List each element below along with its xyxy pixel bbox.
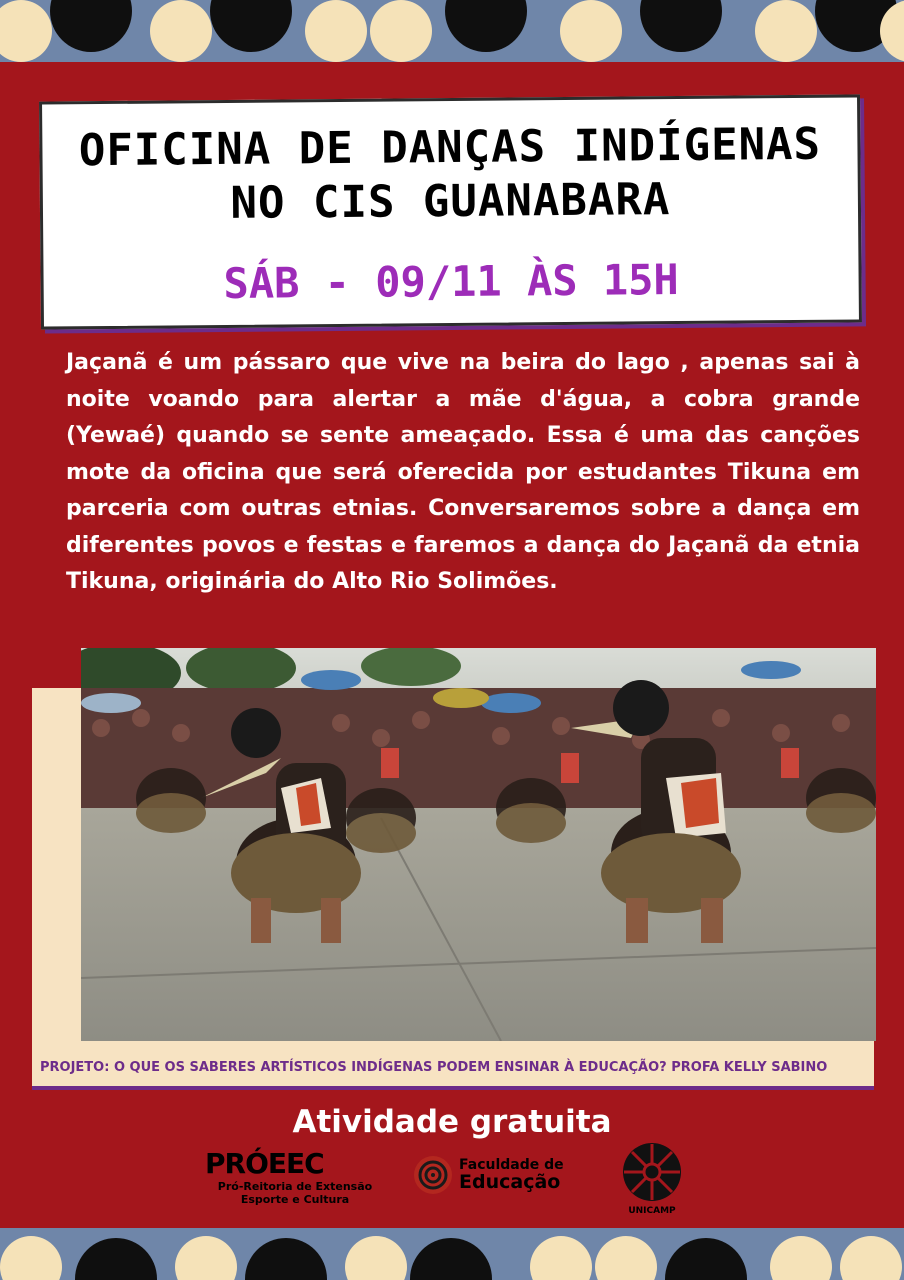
decor-dot [370, 0, 432, 62]
decor-dot [245, 1238, 327, 1280]
decor-dot [0, 0, 52, 62]
decor-dot [755, 0, 817, 62]
decor-dot [150, 0, 212, 62]
proeec-subtitle-line2: Esporte e Cultura [240, 1193, 350, 1206]
title-box [39, 94, 862, 329]
decor-dot [560, 0, 622, 62]
faculdade-educacao-logo [413, 1155, 583, 1200]
fe-line2: Educação [459, 1171, 561, 1193]
decor-dot [305, 0, 367, 62]
event-title-line1: OFICINA DE DANÇAS INDÍGENAS [78, 118, 822, 177]
fe-line1: Faculdade de [459, 1157, 564, 1173]
free-activity-label: Atividade gratuita [292, 1104, 612, 1140]
proeec-logo [205, 1148, 385, 1218]
decor-dot [840, 1236, 902, 1280]
dance-photo [81, 648, 876, 1041]
proeec-subtitle-line1: Pró-Reitoria de Extensão [217, 1180, 373, 1193]
decor-dot [665, 1238, 747, 1280]
decor-dot [530, 1236, 592, 1280]
fe-emblem-icon [413, 1155, 453, 1195]
top-decorative-band [0, 0, 904, 62]
proeec-mark: PRÓEEC [205, 1147, 324, 1180]
event-title-line2: NO CIS GUANABARA [230, 174, 671, 229]
fe-text [459, 1157, 564, 1191]
decor-dot [50, 0, 132, 52]
unicamp-label: UNICAMP [628, 1206, 676, 1216]
unicamp-logo [612, 1140, 692, 1220]
decor-dot [210, 0, 292, 52]
decor-dot [595, 1236, 657, 1280]
decor-dot [0, 1236, 62, 1280]
decor-dot [345, 1236, 407, 1280]
decor-dot [175, 1236, 237, 1280]
project-credit: PROJETO: O QUE OS SABERES ARTÍSTICOS INDÍGENAS PODEM ENSINAR À EDUCAÇÃO? PROFA KELLY SABINO [40, 1060, 828, 1075]
decor-dot [640, 0, 722, 52]
event-title [42, 117, 858, 232]
decor-dot [410, 1238, 492, 1280]
decor-dot [770, 1236, 832, 1280]
event-date: SÁB - 09/11 ÀS 15H [223, 255, 679, 308]
dance-photo-illustration [81, 648, 876, 1041]
bottom-decorative-band [0, 1228, 904, 1280]
event-description: Jaçanã é um pássaro que vive na beira do lago , apenas sai à noite voando para alertar a mãe d'água, a cobra grande (Yewaé) quando se sente ameaçado. Essa é uma das canções mote da oficina que será oferecida por estudantes Tikuna em parceria com outras etnias. Conversaremos sobre a dança em diferentes povos e festas e faremos a dança do Jaçanã da etnia Tikuna, originária do Alto Rio Solimões. [66, 350, 860, 594]
decor-dot [75, 1238, 157, 1280]
decor-dot [445, 0, 527, 52]
unicamp-emblem-icon [612, 1140, 692, 1206]
